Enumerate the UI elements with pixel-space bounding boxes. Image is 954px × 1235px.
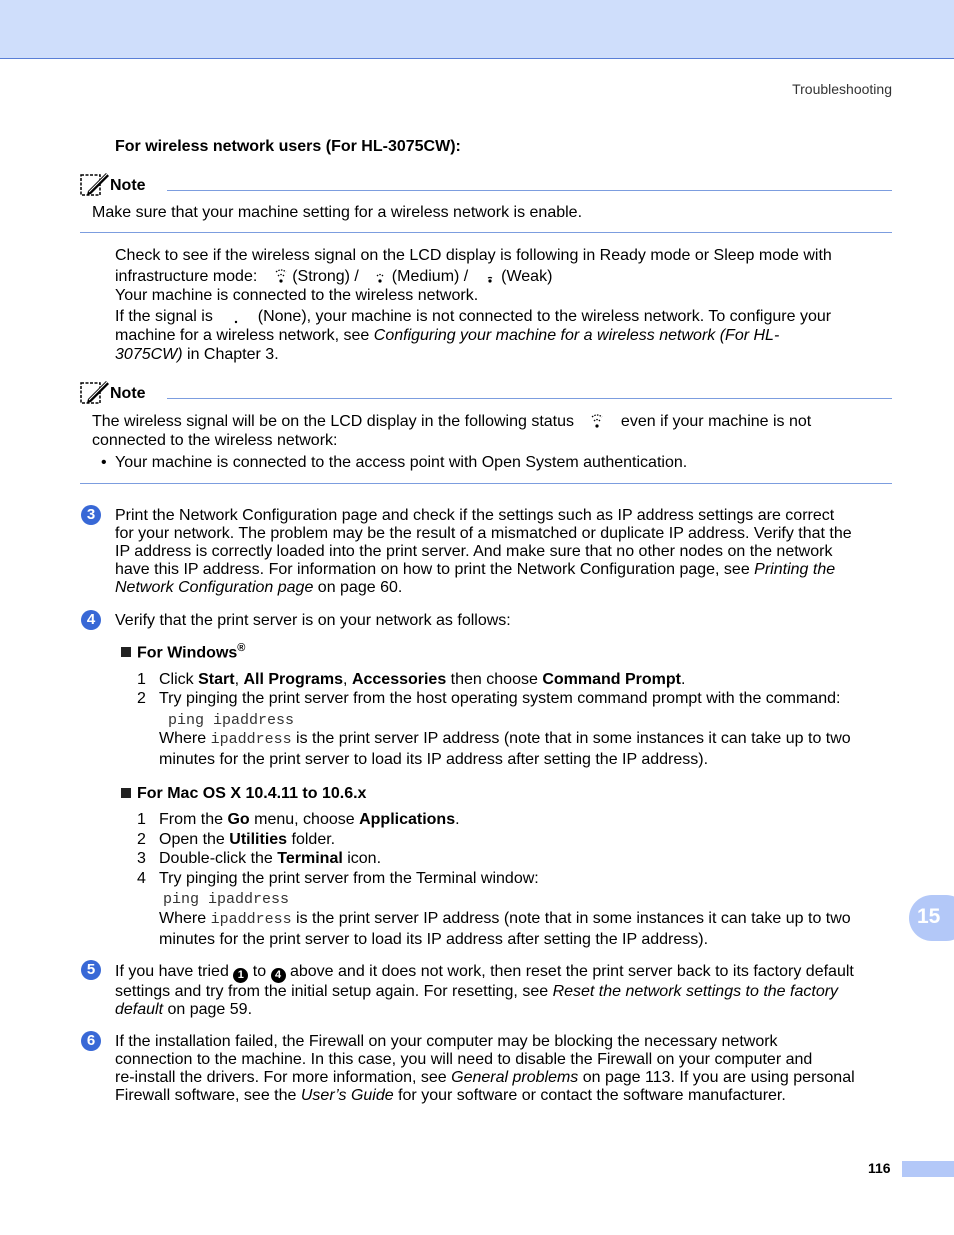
step-reference-icon: 4 bbox=[271, 968, 286, 983]
windows-where-text bbox=[159, 729, 899, 769]
windows-step-2: Try pinging the print server from the host operating system command prompt with the command: bbox=[159, 690, 841, 707]
code-inline: ipaddress bbox=[210, 911, 292, 928]
cross-reference: Reset the network settings to the factory bbox=[552, 983, 839, 1000]
text-line: Print the Network Configuration page and check if the settings such as IP address settings are correct bbox=[115, 507, 835, 524]
step-number: 4 bbox=[81, 610, 101, 630]
text-line bbox=[115, 1087, 905, 1105]
text-span: menu, choose bbox=[249, 811, 360, 828]
list-number: 2 bbox=[137, 690, 146, 707]
step-number: 3 bbox=[81, 505, 101, 525]
text-line: connection to the machine. In this case, you will need to disable the Firewall on your computer and bbox=[115, 1051, 813, 1068]
text-span: on page 59. bbox=[163, 1001, 253, 1018]
ui-term: Accessories bbox=[351, 671, 447, 688]
text-span: to bbox=[248, 963, 271, 980]
note-rule bbox=[167, 398, 892, 399]
text-span: above and it does not work, then reset the print server back to its factory default bbox=[285, 963, 854, 980]
list-number: 1 bbox=[137, 671, 146, 688]
ui-term: Utilities bbox=[229, 831, 288, 848]
note-label: Note bbox=[110, 385, 146, 402]
square-bullet-icon bbox=[121, 647, 131, 657]
text-span: From the bbox=[159, 811, 228, 828]
signal-check-paragraph bbox=[115, 246, 905, 364]
text-span: for your software or contact the software manufacturer. bbox=[393, 1087, 786, 1104]
step-6-paragraph bbox=[115, 1033, 905, 1105]
text-line bbox=[115, 983, 905, 1001]
chapter-number: 15 bbox=[917, 905, 941, 928]
ui-term: Command Prompt bbox=[542, 671, 681, 688]
section-title: Troubleshooting bbox=[792, 81, 892, 97]
list-number: 4 bbox=[137, 870, 146, 887]
mac-step-4: Try pinging the print server from the Terminal window: bbox=[159, 870, 539, 887]
step-number: 5 bbox=[81, 960, 101, 980]
note-rule bbox=[167, 190, 892, 191]
wireless-heading: For wireless network users (For HL-3075CW): bbox=[115, 138, 461, 155]
code-command: ping ipaddress bbox=[163, 891, 290, 908]
text-span: on page 113. If you are using personal bbox=[578, 1069, 855, 1086]
text-line bbox=[115, 963, 905, 983]
text-line: minutes for the print server to load its IP address after setting the IP address). bbox=[159, 751, 709, 768]
text-span: (Medium) / bbox=[391, 268, 469, 285]
step-3-paragraph bbox=[115, 507, 905, 597]
text-span: then choose bbox=[446, 671, 543, 688]
text-span: is the print server IP address (note that in some instances it can take up to two bbox=[291, 730, 851, 747]
note-rule bbox=[80, 232, 892, 233]
square-bullet-icon bbox=[121, 788, 131, 798]
text-span: Where bbox=[159, 730, 211, 747]
cross-reference: default bbox=[115, 1001, 164, 1018]
ui-term: Terminal bbox=[277, 850, 343, 867]
text-line: minutes for the print server to load its IP address after setting the IP address). bbox=[159, 931, 709, 948]
step-number: 6 bbox=[81, 1031, 101, 1051]
step-reference-icon: 1 bbox=[233, 968, 248, 983]
ui-term: Go bbox=[227, 811, 250, 828]
text-span: , bbox=[234, 671, 244, 688]
mac-heading bbox=[121, 785, 366, 803]
step-5-paragraph bbox=[115, 963, 905, 1019]
text-span: Open the bbox=[159, 831, 230, 848]
text-line bbox=[115, 561, 905, 579]
text-span: If you have tried bbox=[115, 963, 234, 980]
windows-heading bbox=[121, 642, 245, 662]
text-line: connected to the wireless network: bbox=[92, 432, 338, 449]
text-span: in Chapter 3. bbox=[182, 346, 279, 363]
list-number: 3 bbox=[137, 850, 146, 867]
mac-where-text bbox=[159, 909, 899, 949]
code-command: ping ipaddress bbox=[168, 712, 295, 729]
text-line bbox=[115, 267, 905, 286]
note-text bbox=[92, 412, 892, 450]
text-line: Check to see if the wireless signal on the LCD display is following in Ready mode or Sleep mode with bbox=[115, 247, 832, 264]
text-span: even if your machine is not bbox=[620, 413, 812, 430]
text-line bbox=[159, 729, 899, 749]
list-number: 1 bbox=[137, 811, 146, 828]
text-line bbox=[92, 412, 892, 431]
text-span: Click bbox=[159, 671, 199, 688]
text-span: For Windows bbox=[137, 644, 238, 662]
text-span: Firewall software, see the bbox=[115, 1087, 301, 1104]
signal-none-icon bbox=[229, 308, 243, 324]
text-line bbox=[115, 579, 905, 597]
text-line bbox=[115, 1001, 905, 1019]
bullet-icon: • bbox=[101, 454, 107, 471]
registered-mark: ® bbox=[237, 642, 246, 654]
windows-step-1 bbox=[159, 671, 685, 689]
text-span: (None), your machine is not connected to the wireless network. To configure your bbox=[257, 308, 832, 325]
text-span: The wireless signal will be on the LCD display in the following status bbox=[92, 413, 575, 430]
page-number: 116 bbox=[868, 1160, 891, 1176]
text-span: (Weak) bbox=[501, 268, 553, 285]
signal-strong-icon bbox=[590, 413, 604, 429]
cross-reference: Printing the bbox=[754, 561, 836, 578]
note-bullet-text: Your machine is connected to the access point with Open System authentication. bbox=[115, 454, 688, 471]
ui-term: Applications bbox=[359, 811, 456, 828]
text-span: . bbox=[455, 811, 460, 828]
text-span: folder. bbox=[287, 831, 336, 848]
step-4-text: Verify that the print server is on your network as follows: bbox=[115, 612, 511, 629]
text-span: If the signal is bbox=[115, 308, 213, 325]
text-span: machine for a wireless network, see bbox=[115, 327, 374, 344]
mac-step-2 bbox=[159, 831, 335, 849]
signal-strong-icon bbox=[274, 268, 288, 284]
ui-term: All Programs bbox=[243, 671, 344, 688]
text-span: infrastructure mode: bbox=[115, 268, 258, 285]
text-span: For Mac OS X 10.4.11 to 10.6.x bbox=[137, 785, 367, 802]
chapter-tab bbox=[909, 895, 954, 941]
text-span: , bbox=[343, 671, 352, 688]
code-inline: ipaddress bbox=[210, 731, 292, 748]
text-span: . bbox=[680, 671, 686, 688]
text-line: for your network. The problem may be the result of a mismatched or duplicate IP address. Verify that the bbox=[115, 525, 852, 542]
text-span: is the print server IP address (note that in some instances it can take up to two bbox=[291, 910, 851, 927]
text-line: If the installation failed, the Firewall on your computer may be blocking the necessary network bbox=[115, 1033, 778, 1050]
text-span: Double-click the bbox=[159, 850, 278, 867]
header-band bbox=[0, 0, 954, 59]
text-span: icon. bbox=[342, 850, 382, 867]
cross-reference: Configuring your machine for a wireless network (For HL- bbox=[373, 327, 780, 344]
text-span: (Strong) / bbox=[292, 268, 359, 285]
signal-medium-icon bbox=[373, 268, 387, 284]
text-line bbox=[115, 1069, 905, 1087]
text-span: re-install the drivers. For more information, see bbox=[115, 1069, 452, 1086]
signal-weak-icon bbox=[483, 268, 497, 284]
text-span: settings and try from the initial setup again. For resetting, see bbox=[115, 983, 553, 1000]
page-number-bar bbox=[902, 1161, 954, 1177]
note-pencil-icon bbox=[80, 171, 110, 197]
note-label: Note bbox=[110, 177, 146, 194]
text-line bbox=[115, 307, 905, 326]
text-line bbox=[115, 345, 905, 364]
note-pencil-icon bbox=[80, 379, 110, 405]
text-span: have this IP address. For information on how to print the Network Configuration page, see bbox=[115, 561, 755, 578]
text-line: Your machine is connected to the wireless network. bbox=[115, 287, 479, 304]
list-number: 2 bbox=[137, 831, 146, 848]
cross-reference: 3075CW) bbox=[115, 346, 183, 363]
text-line bbox=[159, 909, 899, 929]
text-span: Where bbox=[159, 910, 211, 927]
cross-reference: Network Configuration page bbox=[115, 579, 314, 596]
note-rule bbox=[80, 483, 892, 484]
text-span: on page 60. bbox=[313, 579, 403, 596]
text-line: IP address is correctly loaded into the print server. And make sure that no other nodes on the network bbox=[115, 543, 833, 560]
ui-term: Start bbox=[198, 671, 235, 688]
cross-reference: General problems bbox=[451, 1069, 579, 1086]
mac-step-3 bbox=[159, 850, 381, 868]
note-text: Make sure that your machine setting for a wireless network is enable. bbox=[92, 204, 583, 221]
cross-reference: User’s Guide bbox=[300, 1087, 394, 1104]
text-line bbox=[115, 326, 905, 345]
mac-step-1 bbox=[159, 811, 460, 829]
